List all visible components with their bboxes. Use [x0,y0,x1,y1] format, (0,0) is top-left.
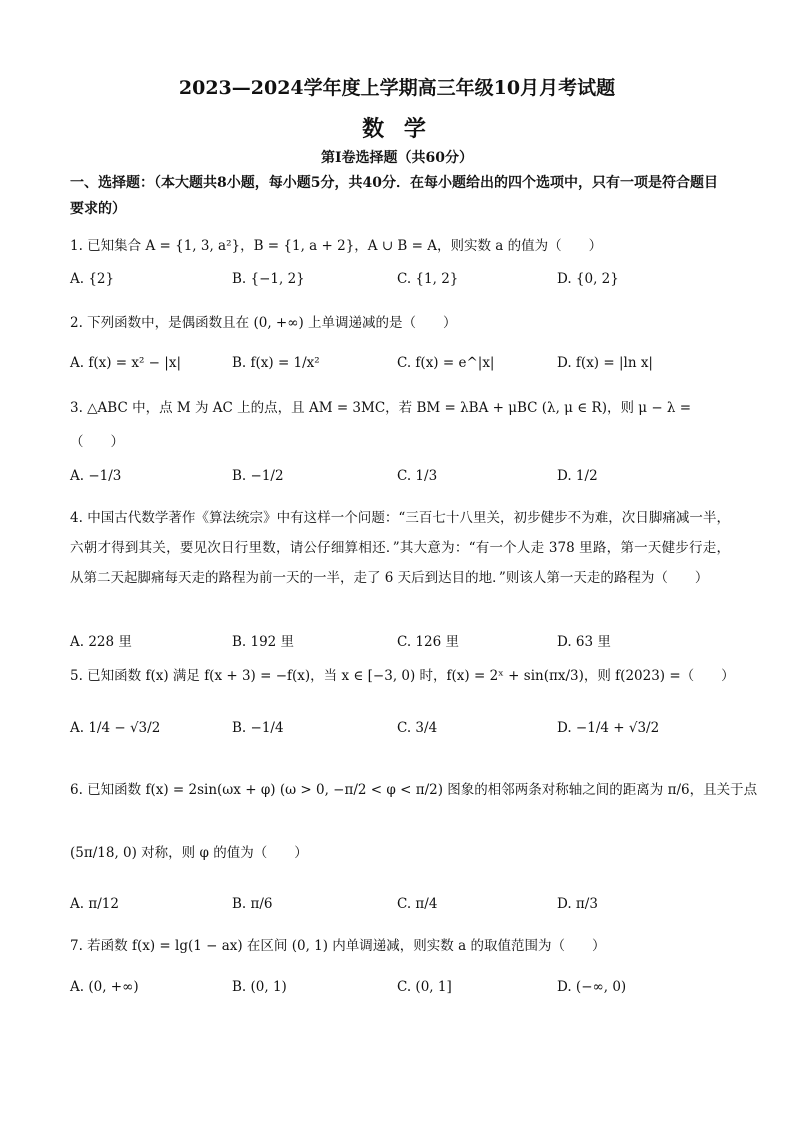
question-5-option-a: A. 1/4 − √3/2 [70,720,161,736]
subject-title: 数 学 [362,116,432,142]
question-7-option-a: A. (0, +∞) [70,979,139,995]
question-2-option-a: A. f(x) = x² − |x| [70,355,181,371]
question-7-option-c: C. (0, 1] [397,979,452,995]
question-7-option-d: D. (−∞, 0) [557,979,627,995]
question-1-option-d: D. {0, 2} [557,271,619,287]
question-1-stem: 1. 已知集合 A = {1, 3, a²}，B = {1, a + 2}，A ∪ B = A，则实数 a 的值为（ ） [70,238,603,254]
question-6-option-d: D. π/3 [557,896,598,912]
question-2-option-c: C. f(x) = e^|x| [397,355,495,371]
exam-title: 2023—2024学年度上学期高三年级10月月考试题 [178,77,616,99]
question-5-option-c: C. 3/4 [397,720,438,736]
question-4-option-c: C. 126 里 [397,634,459,650]
question-1-option-b: B. {−1, 2} [232,271,305,287]
question-6-stem-cont: (5π/18, 0) 对称，则 φ 的值为（ ） [70,845,308,861]
question-6-option-a: A. π/12 [70,896,119,912]
question-4-option-d: D. 63 里 [557,634,611,650]
part-title: 第Ⅰ卷选择题（共60分） [320,150,474,166]
question-3-option-a: A. −1/3 [70,468,122,484]
question-5-option-b: B. −1/4 [232,720,284,736]
section-instructions: 一、选择题：（本大题共8小题，每小题5分，共40分．在每小题给出的四个选项中，只有一项是符合题目要求的） [70,175,718,217]
question-3-option-b: B. −1/2 [232,468,284,484]
question-5-stem: 5. 已知函数 f(x) 满足 f(x + 3) = −f(x)，当 x ∈ [−3, 0) 时，f(x) = 2ˣ + sin(πx/3)，则 f(2023) =（ ） [70,668,735,684]
question-6-stem: 6. 已知函数 f(x) = 2sin(ωx + φ) (ω > 0, −π/2 < φ < π/2) 图象的相邻两条对称轴之间的距离为 π/6，且关于点 [70,782,758,798]
question-3-stem-cont: （ ） [70,434,124,450]
question-7-stem: 7. 若函数 f(x) = lg(1 − ax) 在区间 (0, 1) 内单调递减，则实数 a 的取值范围为（ ） [70,938,606,954]
question-4-option-a: A. 228 里 [70,634,132,650]
question-1-option-a: A. {2} [70,271,115,287]
question-6-option-c: C. π/4 [397,896,438,912]
question-1-option-c: C. {1, 2} [397,271,459,287]
question-7-option-b: B. (0, 1) [232,979,287,995]
question-3-option-c: C. 1/3 [397,468,438,484]
question-2-stem: 2. 下列函数中，是偶函数且在 (0, +∞) 上单调递减的是（ ） [70,315,457,331]
question-5-option-d: D. −1/4 + √3/2 [557,720,660,736]
question-3-option-d: D. 1/2 [557,468,598,484]
question-4-option-b: B. 192 里 [232,634,295,650]
question-6-option-b: B. π/6 [232,896,273,912]
question-2-option-b: B. f(x) = 1/x² [232,355,320,371]
question-4-stem: 4. 中国古代数学著作《算法统宗》中有这样一个问题：“三百七十八里关，初步健步不为难，次日脚痛减一半，六朝才得到其关，要见次日行里数，请公仔细算相还．”其大意为：“有一个人走 378 里路，第一天健步行走，从第二天起脚痛每天走的路程为前一天的一半，走了 6 天后到达目的地．”则该人第一天走的路程为（ ） [70,510,730,586]
question-2-option-d: D. f(x) = |ln x| [557,355,653,371]
question-3-stem: 3. △ABC 中，点 M 为 AC 上的点，且 AM = 3MC，若 BM = λBA + μBC (λ, μ ∈ R)，则 μ − λ = [70,400,692,416]
